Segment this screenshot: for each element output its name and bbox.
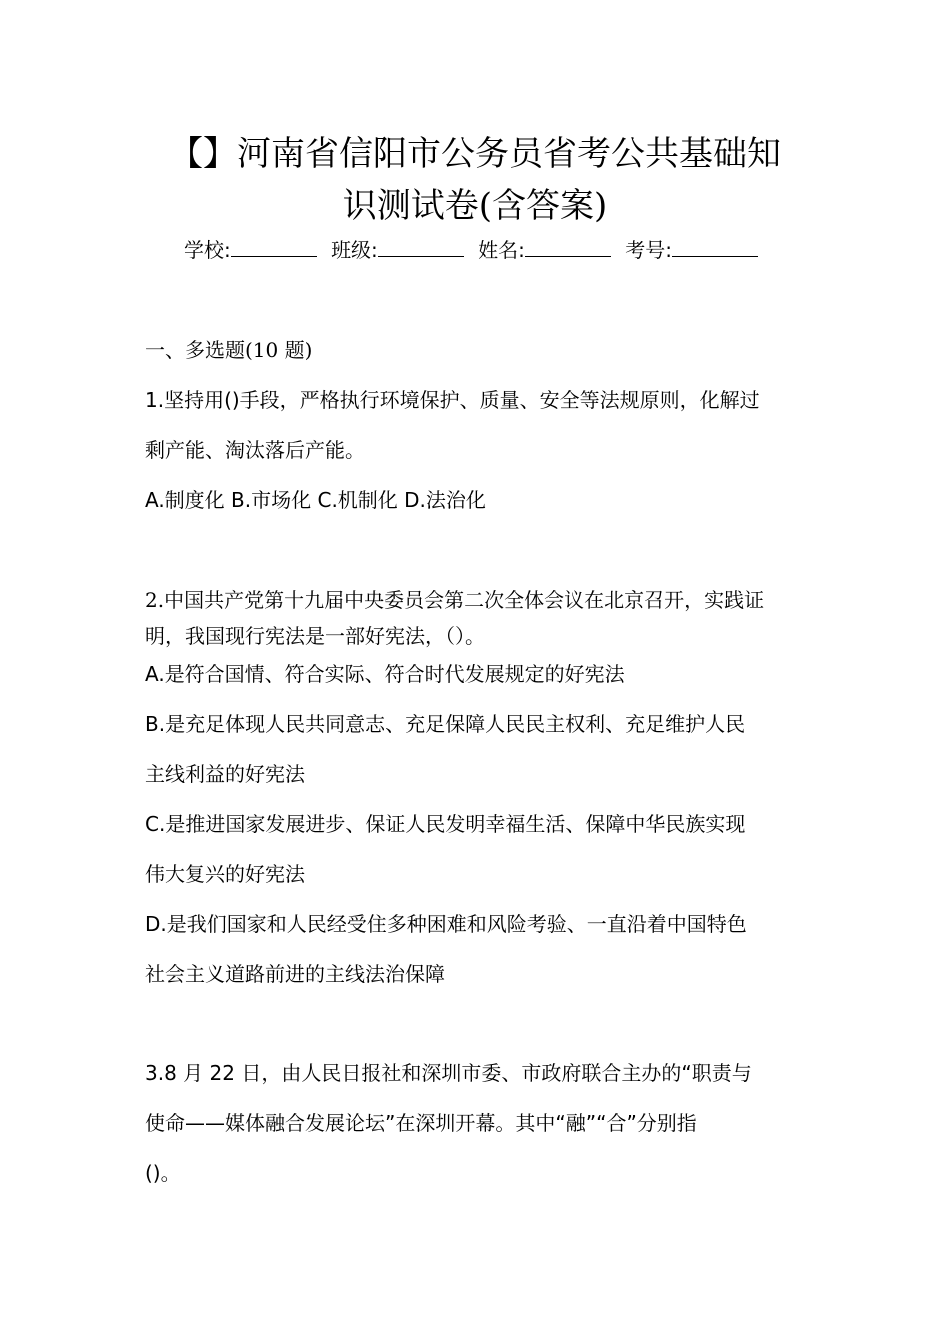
name-blank	[525, 238, 611, 257]
student-info-row	[140, 235, 810, 265]
exam-number-label: 考号:	[625, 238, 673, 262]
school-blank	[231, 238, 317, 257]
question-1-options: A.制度化 B.市场化 C.机制化 D.法治化	[145, 488, 486, 512]
class-blank	[378, 238, 464, 257]
question-2-option-c-line-2: 伟大复兴的好宪法	[145, 862, 305, 886]
question-2-option-d-line-2: 社会主义道路前进的主线法治保障	[145, 962, 445, 986]
question-2-option-b-line-2: 主线利益的好宪法	[145, 762, 305, 786]
question-2-option-a: A.是符合国情、符合实际、符合时代发展规定的好宪法	[145, 662, 625, 686]
question-2-option-d-line-1: D.是我们国家和人民经受住多种困难和风险考验、一直沿着中国特色	[145, 912, 747, 936]
name-label: 姓名:	[478, 238, 525, 262]
question-1-line-2: 剩产能、淘汰落后产能。	[145, 438, 365, 462]
page-title-line-2: 识测试卷(含答案)	[342, 186, 608, 226]
question-3-line-3: ()。	[145, 1161, 181, 1185]
question-1-line-1: 1.坚持用()手段，严格执行环境保护、质量、安全等法规原则，化解过	[145, 388, 760, 412]
section-heading: 一、多选题(10 题)	[145, 338, 313, 362]
question-3-line-1: 3.8 月 22 日，由人民日报社和深圳市委、市政府联合主办的“职责与	[145, 1061, 752, 1085]
question-2-line-1: 2.中国共产党第十九届中央委员会第二次全体会议在北京召开，实践证	[145, 588, 765, 612]
question-3-line-2: 使命——媒体融合发展论坛”在深圳开幕。其中“融”“合”分别指	[145, 1111, 697, 1135]
page-title-line-1: 【】河南省信阳市公务员省考公共基础知	[169, 134, 781, 174]
question-2-line-2: 明，我国现行宪法是一部好宪法，（）。	[145, 624, 485, 648]
question-2-option-b-line-1: B.是充足体现人民共同意志、充足保障人民民主权利、充足维护人民	[145, 712, 746, 736]
question-2-option-c-line-1: C.是推进国家发展进步、保证人民发明幸福生活、保障中华民族实现	[145, 812, 746, 836]
school-label: 学校:	[183, 238, 231, 262]
class-label: 班级:	[331, 238, 378, 262]
exam-number-blank	[672, 238, 758, 257]
